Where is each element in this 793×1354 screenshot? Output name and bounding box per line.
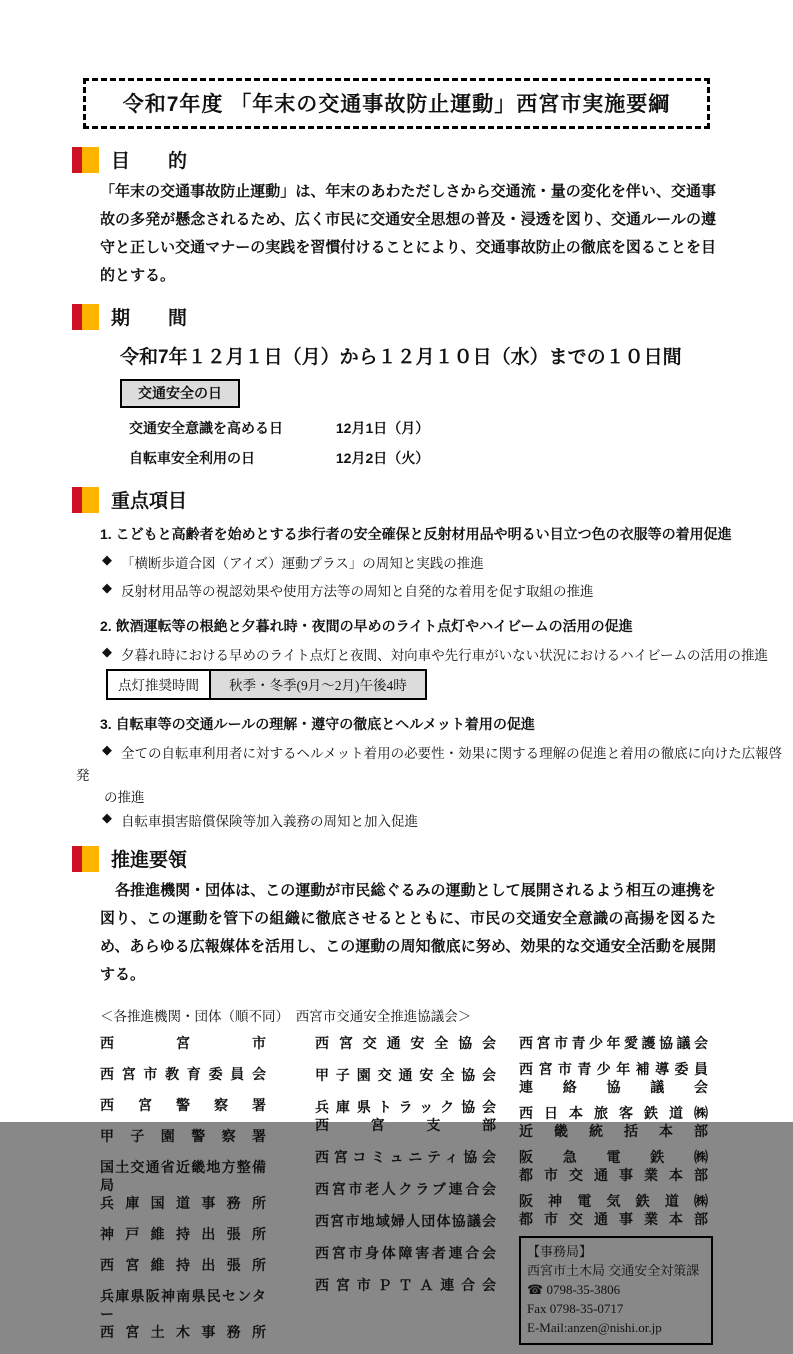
org-item [100, 1225, 266, 1243]
org-name: 西日本旅客鉄道㈱ [519, 1105, 708, 1121]
org-name: 西宮市ＰＴＡ連合会 [315, 1277, 496, 1293]
org-item [100, 1065, 266, 1083]
bullet-wrap-continuation: の推進 [104, 790, 145, 805]
diamond-bullet-icon: ◆ [102, 810, 112, 825]
org-item [519, 1104, 708, 1140]
diamond-bullet-icon: ◆ [102, 552, 112, 567]
organization-column-1 [100, 1034, 266, 1354]
org-item [315, 1098, 496, 1134]
org-item [315, 1066, 496, 1084]
section-promotion-heading [72, 845, 720, 872]
secretariat-department: 西宮市土木局 交通安全対策課 [527, 1263, 700, 1278]
org-item [100, 1287, 266, 1341]
organization-column-2 [315, 1034, 496, 1354]
section-purpose-heading [72, 146, 720, 173]
bullet-text: 夕暮れ時における早めのライト点灯と夜間、対向車や先行車がいない状況におけるハイビームの活用の推進 [121, 648, 769, 663]
section-marker-icon [72, 487, 99, 513]
traffic-safety-day-box: 交通安全の日 [120, 379, 240, 408]
bicycle-day-row [129, 448, 720, 468]
org-item [315, 1276, 496, 1294]
org-name: 国土交通省近畿地方整備局 [100, 1159, 266, 1193]
light-table-value-cell: 秋季・冬季(9月～2月)午後4時 [211, 671, 425, 698]
bicycle-day-label: 自転車安全利用の日 [129, 450, 255, 466]
org-item [519, 1192, 708, 1228]
phone-icon: ☎ [527, 1282, 544, 1297]
secretariat-phone-number: 0798-35-3806 [546, 1282, 621, 1297]
organization-column-3 [519, 1034, 708, 1354]
promotion-body-text: 各推進機関・団体は、この運動が市民総ぐるみの運動として展開されるよう相互の連携を図り、この運動を管下の組織に徹底させるとともに、市民の交通安全意識の高揚を図るため、あらゆる広報媒体を活用し、この運動の周知徹底に努め、効果的な交通安全活動を展開する。 [100, 882, 716, 983]
org-name: 甲子園警察署 [100, 1128, 266, 1144]
section-priorities-heading [72, 486, 720, 513]
org-item [519, 1060, 708, 1096]
purpose-body-text: 「年末の交通事故防止運動」は、年末のあわただしさから交通流・量の変化を伴い、交通事故の多発が懸念されるため、広く市民に交通安全思想の普及・浸透を図り、交通ルールの遵守と正しい交通マナーの実践を習慣付けることにより、交通事故防止の徹底を図ることを目的とする。 [100, 183, 716, 284]
priority-item-3-title: 3. 自転車等の交通ルールの理解・遵守の徹底とヘルメット着用の促進 [100, 716, 535, 732]
org-name: 西宮支部 [315, 1117, 496, 1133]
light-recommendation-table [106, 669, 427, 700]
org-name: 西宮維持出張所 [100, 1257, 266, 1273]
secretariat-phone-row [527, 1280, 705, 1299]
org-item [315, 1034, 496, 1052]
org-name: 西宮警察署 [100, 1097, 266, 1113]
org-item [519, 1034, 708, 1052]
organizations-section [100, 1005, 720, 1354]
org-name: 西宮市老人クラブ連合会 [315, 1181, 496, 1197]
org-item [315, 1244, 496, 1262]
org-name: 連絡協議会 [519, 1079, 708, 1095]
period-heading-label: 期 間 [111, 308, 188, 329]
org-item [315, 1212, 496, 1230]
section-marker-icon [72, 147, 99, 173]
document-title: 令和7年度 「年末の交通事故防止運動」西宮市実施要綱 [83, 78, 710, 129]
organizations-header: ＜各推進機関・団体（順不同） 西宮市交通安全推進協議会＞ [100, 1009, 472, 1024]
org-item [100, 1096, 266, 1114]
org-name: 西宮市教育委員会 [100, 1066, 266, 1082]
org-name: 西宮土木事務所 [100, 1324, 266, 1340]
org-name: 西宮交通安全協会 [315, 1035, 496, 1051]
secretariat-title: 【事務局】 [527, 1244, 593, 1259]
organization-columns [100, 1034, 720, 1354]
org-name: 神戸維持出張所 [100, 1226, 266, 1242]
org-item [100, 1127, 266, 1145]
bicycle-day-date: 12月2日（火） [335, 450, 430, 466]
org-item [100, 1034, 266, 1052]
bullet-text: 「横断歩道合図（アイズ）運動プラス」の周知と実践の推進 [121, 556, 484, 571]
purpose-heading-label: 目 的 [111, 151, 188, 172]
org-name: 西宮市青少年愛護協議会 [519, 1035, 708, 1051]
diamond-bullet-icon: ◆ [102, 742, 112, 757]
org-name: 兵庫県トラック協会 [315, 1099, 496, 1115]
campaign-date-line: 令和7年１２月１日（月）から１２月１０日（水）までの１０日間 [120, 347, 682, 368]
priority-item-1-title: 1. こどもと高齢者を始めとする歩行者の安全確保と反射材用品や明るい目立つ色の衣服等の着用促進 [100, 526, 732, 542]
priority-item-1-bullet-1 [102, 552, 720, 572]
org-name: 西宮コミュニティ協会 [315, 1149, 496, 1165]
org-item [519, 1148, 708, 1184]
org-item [315, 1180, 496, 1198]
promotion-heading-label: 推進要領 [111, 850, 188, 871]
priority-item-3-bullet-1 [102, 742, 783, 762]
org-name: 近畿統括本部 [519, 1123, 708, 1139]
bullet-text: 自転車損害賠償保険等加入義務の周知と加入促進 [121, 814, 418, 829]
bullet-text: 反射材用品等の視認効果や使用方法等の周知と自発的な着用を促す取組の推進 [121, 584, 594, 599]
org-name: 甲子園交通安全協会 [315, 1067, 496, 1083]
light-table-label-cell: 点灯推奨時間 [108, 671, 211, 698]
org-item [315, 1148, 496, 1166]
org-name: 西宮市地域婦人団体協議会 [315, 1213, 496, 1229]
secretariat-fax: Fax 0798-35-0717 [527, 1301, 624, 1316]
org-name: 阪急電鉄㈱ [519, 1149, 708, 1165]
bullet-text: 全ての自転車利用者に対するヘルメット着用の必要性・効果に関する理解の促進と着用の徹底に向けた広報啓 [121, 746, 783, 761]
priority-item-1-bullet-2 [102, 580, 720, 600]
priorities-heading-label: 重点項目 [111, 491, 188, 512]
priority-item-2-title: 2. 飲酒運転等の根絶と夕暮れ時・夜間の早めのライト点灯やハイビームの活用の促進 [100, 618, 633, 634]
org-item [100, 1158, 266, 1212]
org-name: 兵庫県阪神南県民センター [100, 1288, 266, 1322]
org-name: 兵庫国道事務所 [100, 1195, 266, 1211]
org-name: 西宮市 [100, 1035, 266, 1051]
org-name: 都市交通事業本部 [519, 1167, 708, 1183]
priority-item-2-bullet-1 [102, 644, 769, 664]
bullet-wrap-hanging-char: 発 [76, 768, 90, 783]
org-name: 阪神電気鉄道㈱ [519, 1193, 708, 1209]
awareness-day-row [129, 418, 720, 438]
section-period-heading [72, 303, 720, 330]
org-name: 西宮市青少年補導委員 [519, 1061, 708, 1077]
awareness-day-date: 12月1日（月） [335, 420, 430, 436]
diamond-bullet-icon: ◆ [102, 580, 112, 595]
priority-item-3-bullet-2 [102, 810, 720, 830]
org-name: 西宮市身体障害者連合会 [315, 1245, 496, 1261]
document-body [72, 78, 783, 1354]
secretariat-email: E-Mail:anzen@nishi.or.jp [527, 1320, 662, 1335]
awareness-day-label: 交通安全意識を高める日 [129, 420, 283, 436]
org-item [100, 1256, 266, 1274]
diamond-bullet-icon: ◆ [102, 644, 112, 659]
section-marker-icon [72, 846, 99, 872]
section-marker-icon [72, 304, 99, 330]
org-name: 都市交通事業本部 [519, 1211, 708, 1227]
secretariat-contact-box [519, 1236, 713, 1345]
